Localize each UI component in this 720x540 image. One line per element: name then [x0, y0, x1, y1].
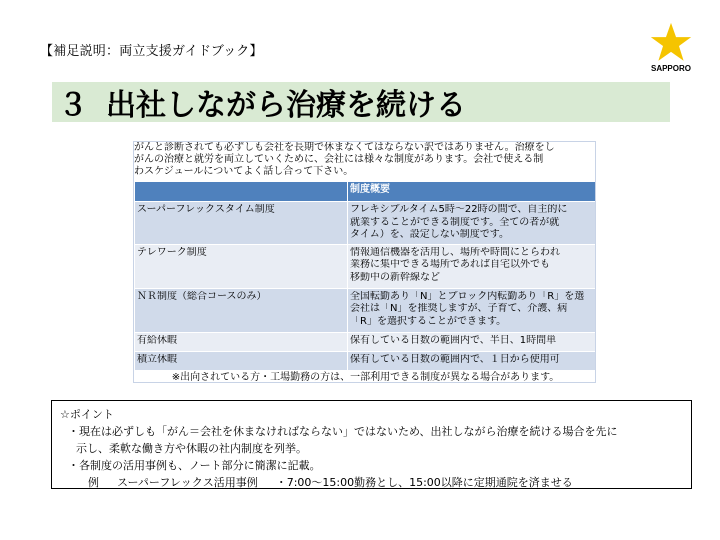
table-row	[135, 244, 597, 288]
example-label: 例	[88, 476, 99, 489]
system-name: スーパーフレックスタイム制度	[135, 202, 348, 245]
example-name: スーパーフレックス活用事例	[117, 476, 258, 489]
system-description: フレキシブルタイム5時〜22時の間で、自主的に 就業することができる制度です。全ての者が就 タイム）を、設定しない制度です。	[348, 202, 597, 245]
intro-line: がんと診断されても必ずしも会社を長期で休まなくてはならない訳ではありません。治療をし	[134, 142, 555, 153]
system-table	[134, 181, 596, 371]
guidebook-label: 【補足説明：両立支援ガイドブック】	[40, 44, 263, 59]
intro-text	[134, 142, 596, 178]
table-header-row	[135, 182, 597, 202]
intro-line: がんの治療と就労を両立していくために、会社には様々な制度があります。会社で使える制	[134, 154, 544, 165]
system-description: 情報通信機器を活用し、場所や時間にとらわれ 業務に集中できる場所であれば自宅以外でも 移動中の新幹線など	[348, 244, 597, 288]
sapporo-logo	[638, 22, 704, 82]
system-description: 全国転勤あり「N」とブロック内転勤あり「R」を選 会社は「N」を推奨しますが、子育て、介護、病 「R」を選択することができます。	[348, 288, 597, 332]
title-number: ３	[58, 88, 88, 123]
table-row	[135, 332, 597, 351]
system-name: ＮＲ制度（総合コースのみ）	[135, 288, 348, 332]
point-example	[60, 474, 683, 491]
logo-text: SAPPORO	[650, 64, 691, 73]
point-box	[51, 400, 692, 489]
system-table-figure	[133, 141, 596, 383]
page-title	[58, 80, 466, 124]
table-footnote: ※出向されている方・工場勤務の方は、一部利用できる制度が異なる場合があります。	[171, 372, 560, 383]
table-row	[135, 288, 597, 332]
point-heading: ☆ポイント	[60, 408, 114, 421]
point-bullet: ・各制度の活用事例も、ノート部分に簡潔に記載。	[68, 459, 321, 472]
system-description: 保有している日数の範囲内で、１日から使用可	[348, 351, 597, 370]
point-bullet-continuation: 示し、柔軟な働き方や休暇の社内制度を列挙。	[76, 442, 307, 455]
system-name: 積立休暇	[135, 351, 348, 370]
intro-line: わスケジュールについてよく話し合って下さい。	[134, 166, 354, 177]
point-bullet: ・現在は必ずしも「がん＝会社を休まなければならない」ではないため、出社しながら治療を続ける場合を先に	[68, 425, 618, 438]
system-description: 保有している日数の範囲内で、半日、1時間単	[348, 332, 597, 351]
star-icon	[650, 22, 692, 62]
table-row	[135, 202, 597, 245]
system-name: 有給休暇	[135, 332, 348, 351]
table-header-blank	[135, 182, 348, 202]
title-text: 出社しながら治療を続ける	[106, 88, 466, 123]
example-detail: ・7:00〜15:00勤務とし、15:00以降に定期通院を済ませる	[275, 476, 573, 489]
system-name: テレワーク制度	[135, 244, 348, 288]
table-header-overview: 制度概要	[348, 182, 597, 202]
